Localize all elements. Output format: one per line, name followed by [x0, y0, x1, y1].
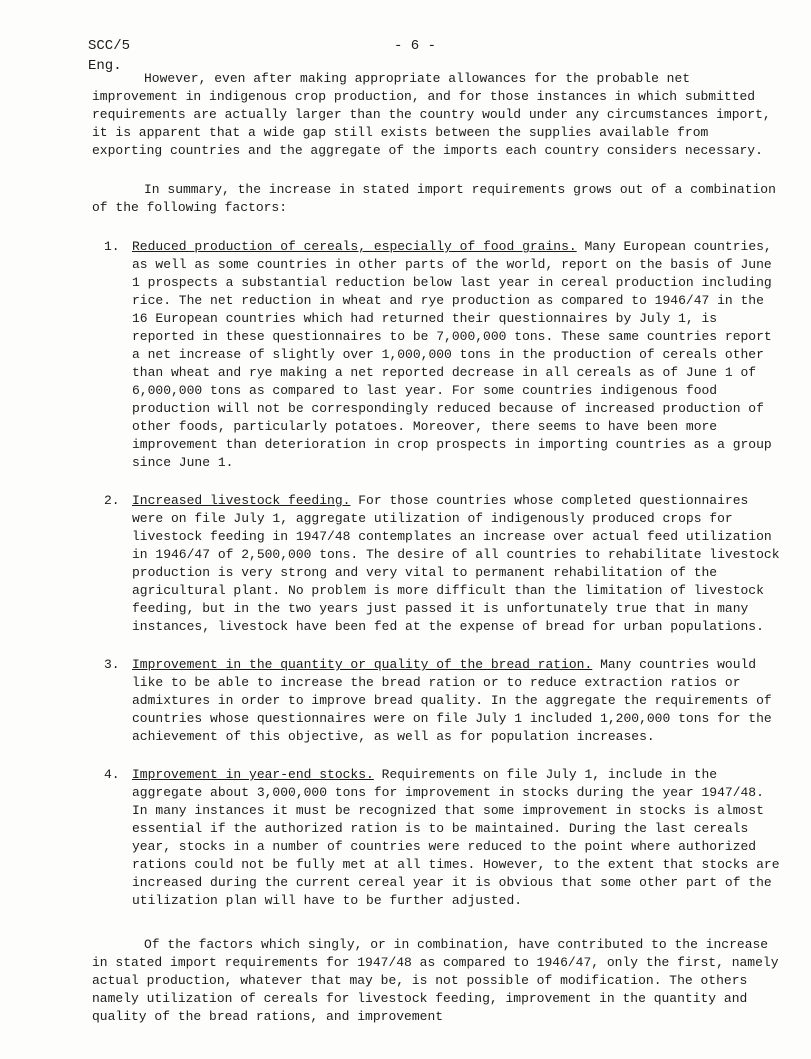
factor-item [92, 766, 782, 910]
paragraph-summary-intro: In summary, the increase in stated import requirements grows out of a combination of the following factors: [92, 182, 776, 215]
factor-item [92, 492, 782, 636]
factor-number: 2. [104, 493, 120, 508]
paragraph-factors-conclusion: Of the factors which singly, or in combination, have contributed to the increase in stated import requirements for 1947/48 as compared to 1946/47, only the first, namely actual production, whatever that may be, is not possible of modification. The others namely utilization of cereals for livestock feeding, improvement in the quantity and quality of the bread rations, and improvement [92, 937, 779, 1024]
factor-item [92, 656, 782, 746]
factor-text: Requirements on file July 1, include in the aggregate about 3,000,000 tons for improvement in stocks during the year 1947/48. In many instances it must be recognized that some improvement in stocks is almost essential if the authorized ration is to be maintained. During the last cereals year, stocks in a number of countries were reduced to the point where authorized rations could not be fully met at all times. However, to the extent that stocks are increased during the current cereal year it is obvious that some other part of the utilization plan will have to be further adjusted. [132, 767, 780, 908]
factor-number: 4. [104, 767, 120, 782]
factor-title: Reduced production of cereals, especially of food grains. [132, 239, 577, 254]
factor-item [92, 238, 782, 472]
factor-text: Many European countries, as well as some countries in other parts of the world, report on the basis of June 1 prospects a substantial reduction below last year in cereal production including rice. The net reduction in wheat and rye production as compared to 1946/47 in the 16 European countries which had returned their questionnaires by July 1, is reported in these questionnaires to be 7,000,000 tons. These same countries report a net increase of slightly over 1,000,000 tons in the production of cereals other than wheat and rye making a net reported decrease in all cereals as of June 1 of 6,000,000 tons as compared to last year. For some countries indigenous food production will not be correspondingly reduced because of increased production of other foods, particularly potatoes. Moreover, there seems to have been more improvement than deterioration in crop prospects in importing countries as a group since June 1. [132, 239, 772, 470]
factor-number: 3. [104, 657, 120, 672]
document-language: Eng. [88, 58, 122, 74]
factor-title: Improvement in the quantity or quality of the bread ration. [132, 657, 593, 672]
factor-title: Increased livestock feeding. [132, 493, 351, 508]
page-number: - 6 - [394, 38, 437, 54]
factor-text: Many countries would like to be able to increase the bread ration or to reduce extraction ratios or admixtures in order to improve bread quality. In the aggregate the requirements of countries whose questionnaires were on file July 1 included 1,200,000 tons for the achievement of this objective, as well as for population increases. [132, 657, 772, 744]
factor-text: For those countries whose completed questionnaires were on file July 1, aggregate utilization of indigenously produced crops for livestock feeding in 1947/48 contemplates an increase over actual feed utilization in 1946/47 of 2,500,000 tons. The desire of all countries to rehabilitate livestock production is very strong and very vital to permanent rehabilitation of the agricultural plant. No problem is more difficult than the limitation of livestock feeding, but in the two years just passed it is unfortunately true that in many instances, livestock have been fed at the expense of bread for urban populations. [132, 493, 780, 634]
document-code: SCC/5 [88, 38, 131, 54]
factor-title: Improvement in year-end stocks. [132, 767, 374, 782]
factor-number: 1. [104, 239, 120, 254]
document-body [92, 70, 782, 1026]
paragraph-gap-supplies: However, even after making appropriate allowances for the probable net improvement in indigenous crop production, and for those instances in which submitted requirements are actually larger than the country would under any circumstances import, it is apparent that a wide gap still exists between the supplies available from exporting countries and the aggregate of the imports each country considers necessary. [92, 71, 771, 158]
